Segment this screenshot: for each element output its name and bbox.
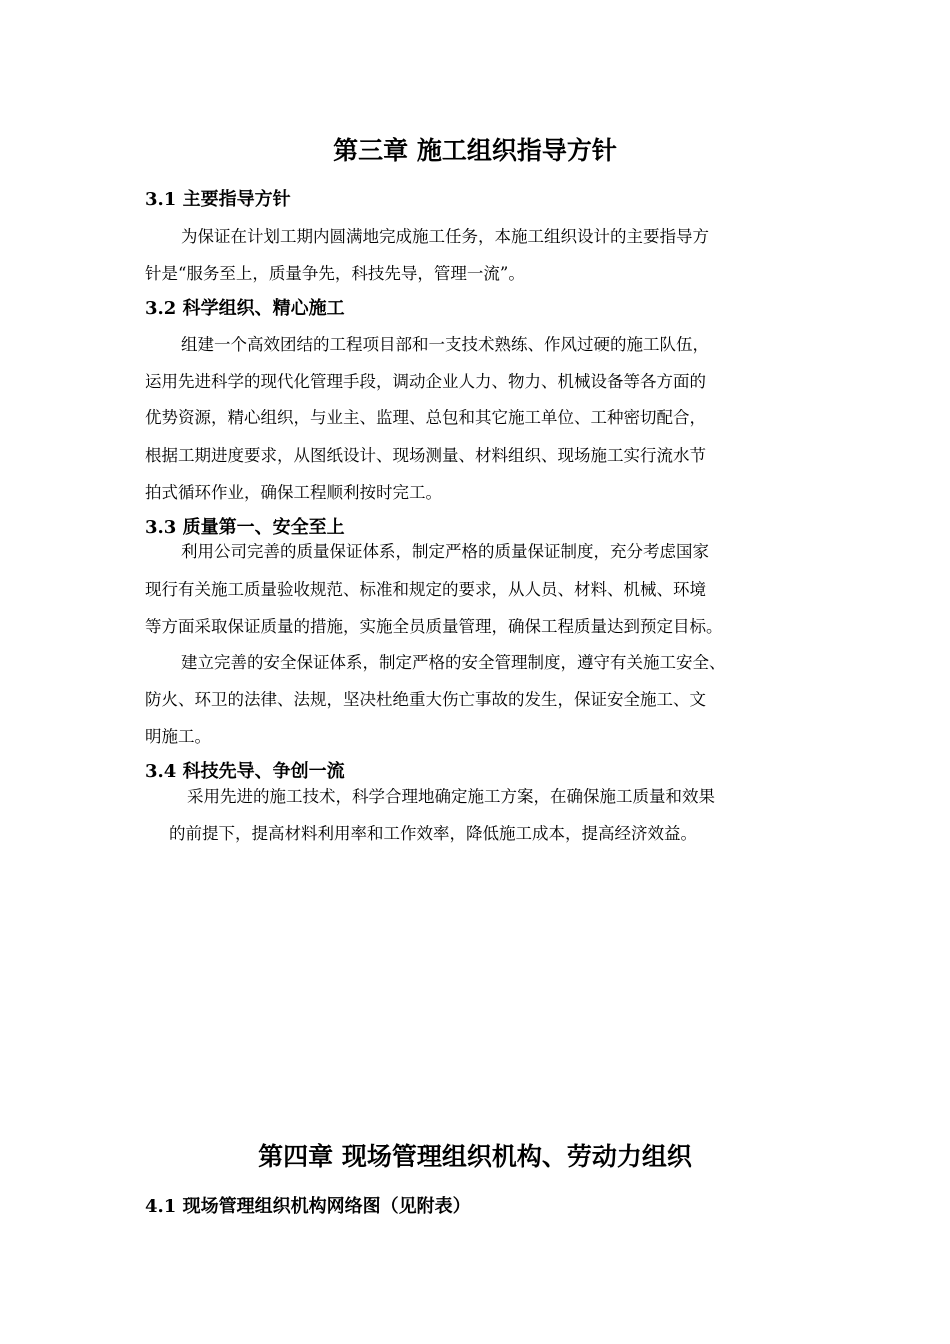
section-3-2-line-2: 运用先进科学的现代化管理手段，调动企业人力、物力、机械设备等各方面的 — [145, 372, 706, 391]
section-3-3-line-1: 利用公司完善的质量保证体系，制定严格的质量保证制度，充分考虑国家 — [181, 542, 709, 561]
section-3-2-line-4: 根据工期进度要求，从图纸设计、现场测量、材料组织、现场施工实行流水节 — [145, 446, 706, 465]
section-3-4-heading: 3.4 科技先导、争创一流 — [145, 761, 345, 782]
section-3-3-line-3: 等方面采取保证质量的措施，实施全员质量管理，确保工程质量达到预定目标。 — [145, 617, 723, 636]
chapter-3-title: 第三章 施工组织指导方针 — [333, 136, 617, 165]
section-3-1-line-2: 针是“服务至上，质量争先，科技先导，管理一流”。 — [145, 264, 525, 283]
section-3-2-line-1: 组建一个高效团结的工程项目部和一支技术熟练、作风过硬的施工队伍， — [181, 335, 709, 354]
section-3-4-line-2: 的前提下，提高材料利用率和工作效率，降低施工成本，提高经济效益。 — [169, 824, 697, 843]
section-3-1-heading: 3.1 主要指导方针 — [145, 189, 291, 210]
section-3-2-heading: 3.2 科学组织、精心施工 — [145, 298, 345, 319]
section-3-1-line-1: 为保证在计划工期内圆满地完成施工任务，本施工组织设计的主要指导方 — [181, 227, 709, 246]
section-3-3-heading: 3.3 质量第一、安全至上 — [145, 517, 345, 538]
section-3-3-line-5: 防火、环卫的法律、法规，坚决杜绝重大伤亡事故的发生，保证安全施工、文 — [145, 690, 706, 709]
section-3-2-line-5: 拍式循环作业，确保工程顺利按时完工。 — [145, 483, 442, 502]
section-3-3-line-6: 明施工。 — [145, 727, 211, 746]
section-3-3-line-2: 现行有关施工质量验收规范、标准和规定的要求，从人员、材料、机械、环境 — [145, 580, 706, 599]
section-3-3-line-4: 建立完善的安全保证体系，制定严格的安全管理制度，遵守有关施工安全、 — [181, 653, 726, 672]
section-3-2-line-3: 优势资源，精心组织，与业主、监理、总包和其它施工单位、工种密切配合， — [145, 408, 706, 427]
section-4-1-heading: 4.1 现场管理组织机构网络图（见附表） — [145, 1196, 471, 1217]
section-3-4-line-1: 采用先进的施工技术，科学合理地确定施工方案，在确保施工质量和效果 — [187, 787, 715, 806]
chapter-4-title: 第四章 现场管理组织机构、劳动力组织 — [258, 1142, 692, 1171]
